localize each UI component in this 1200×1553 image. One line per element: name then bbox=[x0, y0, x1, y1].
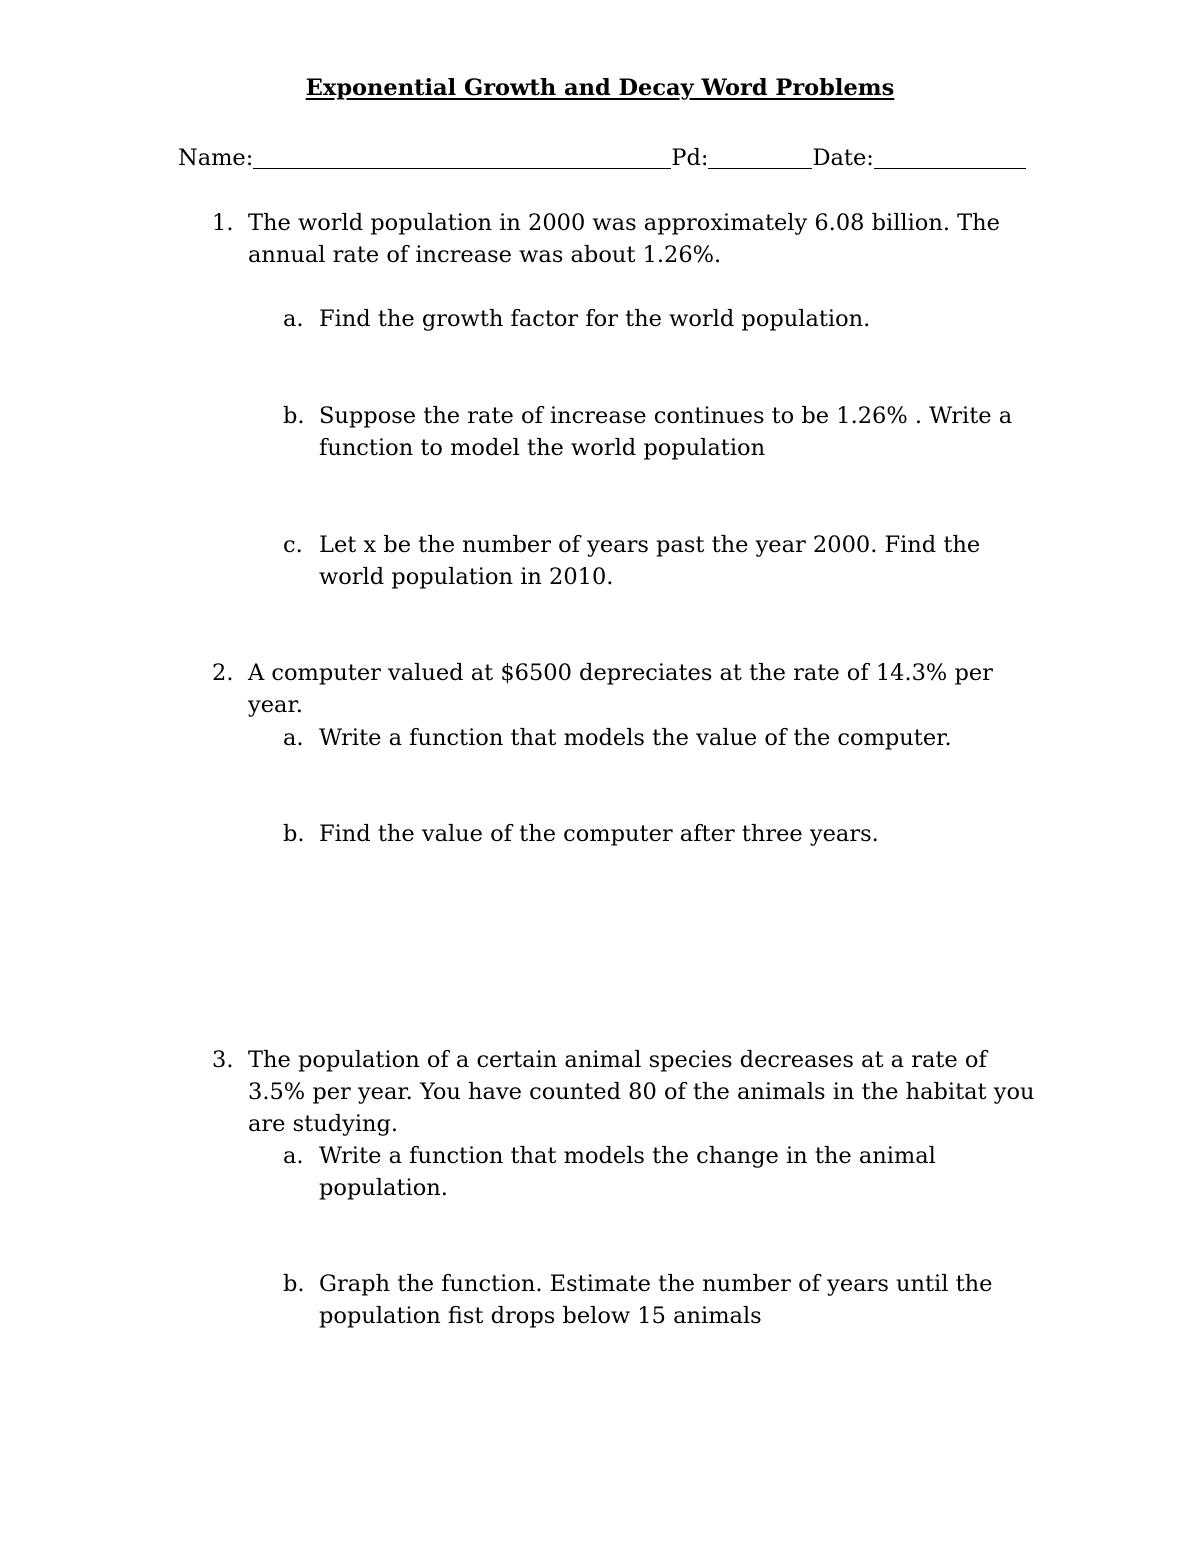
question-1-text: The world population in 2000 was approximately 6.08 billion. The annual rate of increase was about 1.26%. bbox=[248, 210, 1000, 268]
question-1a-text: Find the growth factor for the world population. bbox=[319, 306, 871, 332]
question-2b-letter: b. bbox=[283, 821, 305, 847]
question-2-number: 2. bbox=[212, 660, 234, 686]
period-blank[interactable] bbox=[708, 146, 812, 169]
student-info-line bbox=[178, 142, 1026, 174]
worksheet-title: Exponential Growth and Decay Word Problems bbox=[305, 75, 895, 101]
question-1c-text: Let x be the number of years past the year 2000. Find the world population in 2010. bbox=[319, 532, 981, 590]
name-label: Name: bbox=[178, 145, 254, 171]
question-3-text: The population of a certain animal species decreases at a rate of 3.5% per year. You have counted 80 of the animals in the habitat you are studying. bbox=[248, 1047, 1035, 1137]
period-label: Pd: bbox=[671, 145, 709, 171]
date-label: Date: bbox=[812, 145, 874, 171]
question-2a-text: Write a function that models the value of the computer. bbox=[319, 725, 952, 751]
question-2-text: A computer valued at $6500 depreciates at the rate of 14.3% per year. bbox=[248, 660, 993, 718]
question-1-number: 1. bbox=[212, 210, 234, 236]
question-3a-text: Write a function that models the change in the animal population. bbox=[319, 1143, 936, 1201]
question-3b-text: Graph the function. Estimate the number of years until the population fist drops below 15 animals bbox=[319, 1271, 993, 1329]
question-2a-letter: a. bbox=[283, 725, 304, 751]
date-blank[interactable] bbox=[874, 146, 1026, 169]
question-3b-letter: b. bbox=[283, 1271, 305, 1297]
question-1b-text: Suppose the rate of increase continues to be 1.26% . Write a function to model the world population bbox=[319, 403, 1013, 461]
question-3a-letter: a. bbox=[283, 1143, 304, 1169]
question-1c-letter: c. bbox=[283, 532, 303, 558]
name-blank[interactable] bbox=[253, 146, 671, 169]
question-1b-letter: b. bbox=[283, 403, 305, 429]
question-2b-text: Find the value of the computer after three years. bbox=[319, 821, 879, 847]
question-1a-letter: a. bbox=[283, 306, 304, 332]
question-3-number: 3. bbox=[212, 1047, 234, 1073]
